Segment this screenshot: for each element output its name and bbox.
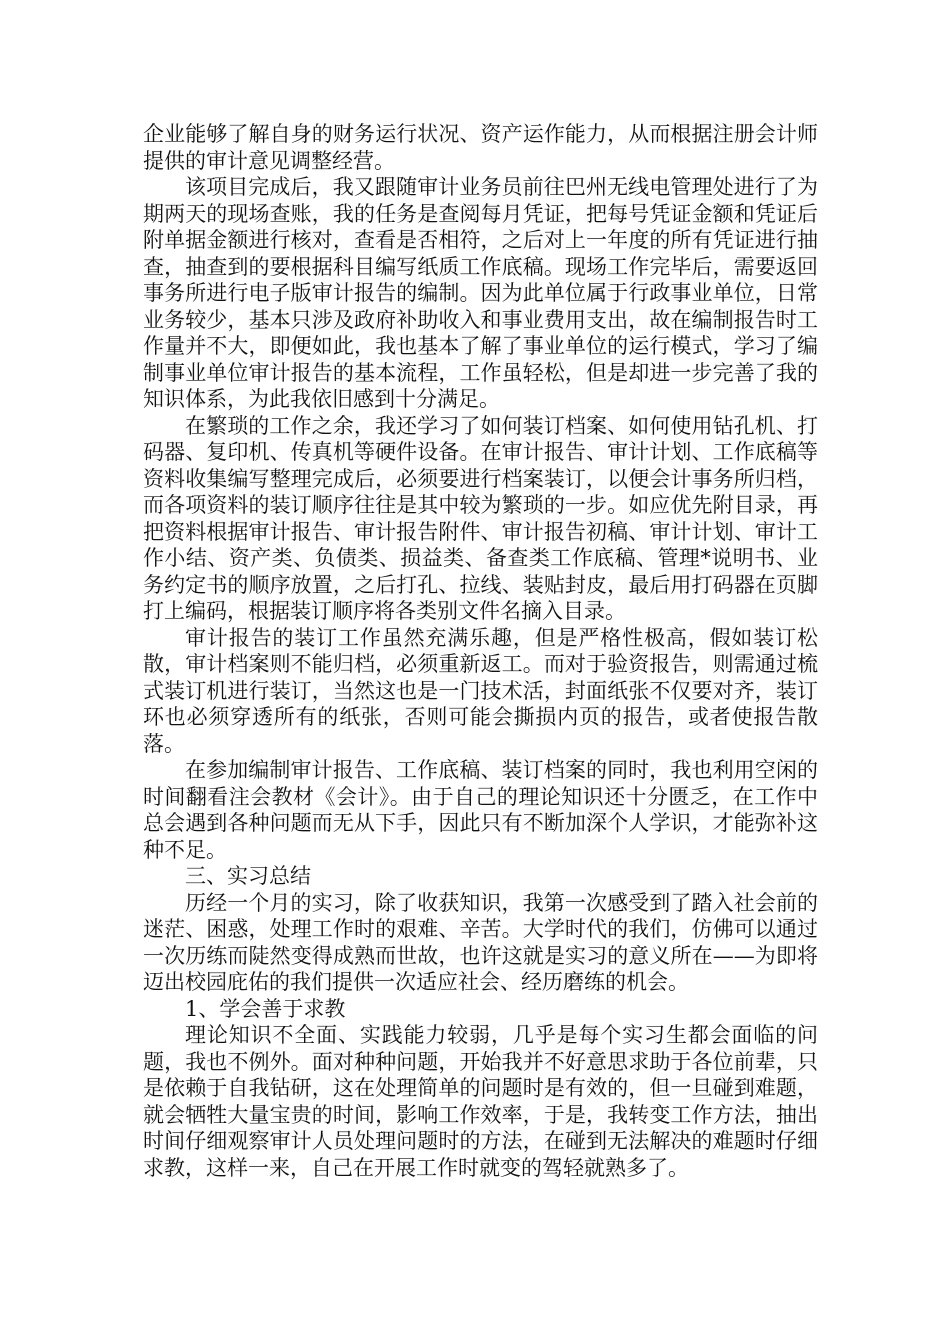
- paragraph-6: 历经一个月的实习，除了收获知识，我第一次感受到了踏入社会前的迷茫、困惑，处理工作时的艰难、辛苦。大学时代的我们，仿佛可以通过一次历练而陡然变得成熟而世故，也许这就是实习的意义所在——为即将迈出校园庇佑的我们提供一次适应社会、经历磨练的机会。: [143, 890, 818, 994]
- subheading-learn-to-ask: 1、学会善于求教: [185, 996, 346, 1021]
- document-body: [143, 121, 818, 1181]
- paragraph-2: 该项目完成后，我又跟随审计业务员前往巴州无线电管理处进行了为期两天的现场查账，我的任务是查阅每月凭证，把每号凭证金额和凭证后附单据金额进行核对，查看是否相符，之后对上一年度的所有凭证进行抽查，抽查到的要根据科目编写纸质工作底稿。现场工作完毕后，需要返回事务所进行电子版审计报告的编制。因为此单位属于行政事业单位，日常业务较少，基本只涉及政府补助收入和事业费用支出，故在编制报告时工作量并不大，即便如此，我也基本了解了事业单位的运行模式，学习了编制事业单位审计报告的基本流程，工作虽轻松，但是却进一步完善了我的知识体系，为此我依旧感到十分满足。: [143, 175, 818, 411]
- paragraph-1: 企业能够了解自身的财务运行状况、资产运作能力，从而根据注册会计师提供的审计意见调整经营。: [143, 122, 818, 173]
- paragraph-3: 在繁琐的工作之余，我还学习了如何装订档案、如何使用钻孔机、打码器、复印机、传真机等硬件设备。在审计报告、审计计划、工作底稿等资料收集编写整理完成后，必须要进行档案装订，以便会计事务所归档，而各项资料的装订顺序往往是其中较为繁琐的一步。如应优先附目录，再把资料根据审计报告、审计报告附件、审计报告初稿、审计计划、审计工作小结、资产类、负债类、损益类、备查类工作底稿、管理*说明书、业务约定书的顺序放置，之后打孔、拉线、装贴封皮，最后用打码器在页脚打上编码，根据装订顺序将各类别文件名摘入目录。: [143, 413, 818, 623]
- section-heading-summary: 三、实习总结: [185, 864, 311, 888]
- paragraph-7: 理论知识不全面、实践能力较弱，几乎是每个实习生都会面临的问题，我也不例外。面对种种问题，开始我并不好意思求助于各位前辈，只是依赖于自我钻研，这在处理简单的问题时是有效的，但一旦碰到难题，就会牺牲大量宝贵的时间，影响工作效率，于是，我转变工作方法，抽出时间仔细观察审计人员处理问题时的方法，在碰到无法解决的难题时仔细求教，这样一来，自己在开展工作时就变的驾轻就熟多了。: [143, 1023, 818, 1180]
- paragraph-4: 审计报告的装订工作虽然充满乐趣，但是严格性极高，假如装订松散，审计档案则不能归档，必须重新返工。而对于验资报告，则需通过梳式装订机进行装订，当然这也是一门技术活，封面纸张不仅要对齐，装订环也必须穿透所有的纸张，否则可能会撕损内页的报告，或者使报告散落。: [143, 625, 818, 756]
- paragraph-5: 在参加编制审计报告、工作底稿、装订档案的同时，我也利用空闲的时间翻看注会教材《会计》。由于自己的理论知识还十分匮乏，在工作中总会遇到各种问题而无从下手，因此只有不断加深个人学识，才能弥补这种不足。: [143, 758, 818, 862]
